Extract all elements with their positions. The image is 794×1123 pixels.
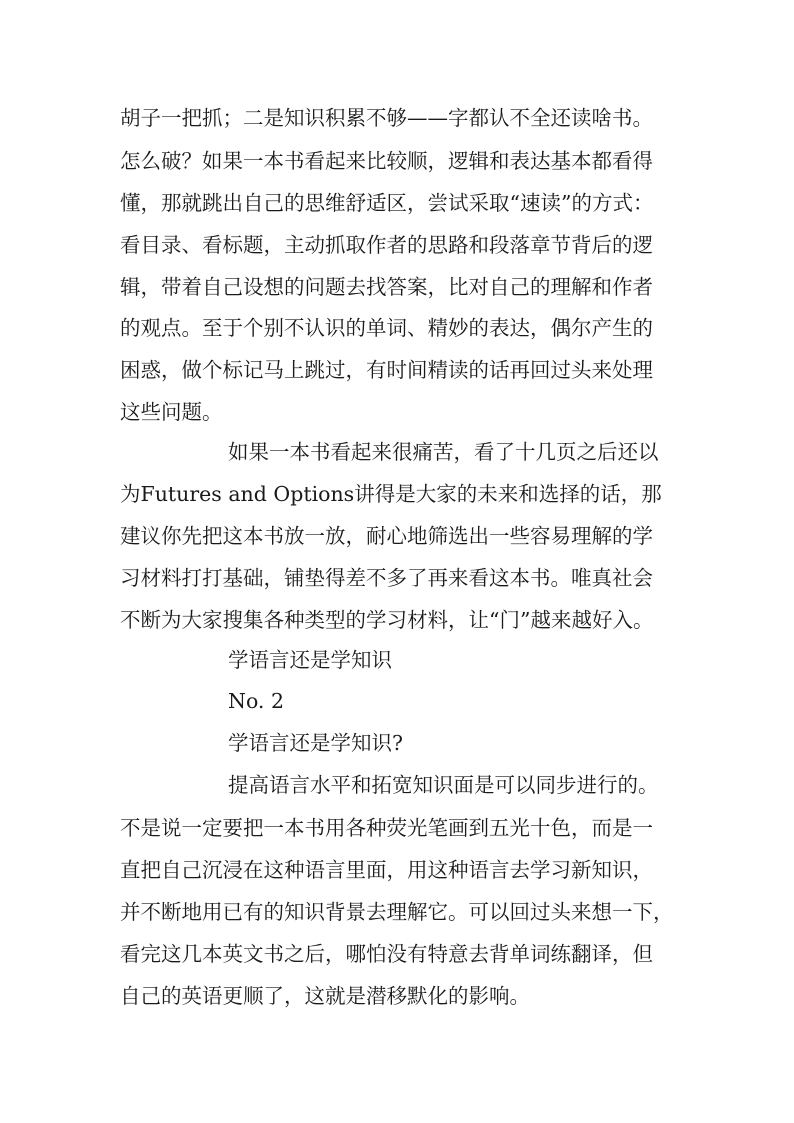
text-line: 的观点。至于个别不认识的单词、精妙的表达，偶尔产生的 <box>120 316 653 340</box>
text-line: 胡子一把抓；二是知识积累不够——字都认不全还读啥书。 <box>120 106 653 130</box>
text-line: 直把自己沉浸在这种语言里面，用这种语言去学习新知识， <box>120 858 653 882</box>
section-heading: 学语言还是学知识 <box>228 648 392 672</box>
text-line: 并不断地用已有的知识背景去理解它。可以回过头来想一下， <box>120 900 674 924</box>
text-line: 辑，带着自己设想的问题去找答案，比对自己的理解和作者 <box>120 275 653 299</box>
text-line: 困惑，做个标记马上跳过，有时间精读的话再回过头来处理 <box>120 358 653 382</box>
text-line: 为Futures and Options讲得是大家的未来和选择的话，那 <box>120 482 662 506</box>
paragraph-start-line: 提高语言水平和拓宽知识面是可以同步进行的。 <box>228 773 659 797</box>
section-title: 学语言还是学知识? <box>228 731 403 755</box>
text-line: 不断为大家搜集各种类型的学习材料，让“门”越来越好入。 <box>120 608 654 632</box>
text-line: 这些问题。 <box>120 400 223 424</box>
text-line: 习材料打打基础，铺垫得差不多了再来看这本书。唯真社会 <box>120 566 653 590</box>
text-line: 不是说一定要把一本书用各种荧光笔画到五光十色，而是一 <box>120 816 653 840</box>
text-line: 建议你先把这本书放一放，耐心地筛选出一些容易理解的学 <box>120 524 653 548</box>
paragraph-start-line: 如果一本书看起来很痛苦，看了十几页之后还以 <box>228 440 659 464</box>
section-number: No. 2 <box>228 689 284 713</box>
text-line: 看完这几本英文书之后，哪怕没有特意去背单词练翻译，但 <box>120 942 653 966</box>
text-line: 怎么破？如果一本书看起来比较顺，逻辑和表达基本都看得 <box>120 149 653 173</box>
text-line: 看目录、看标题，主动抓取作者的思路和段落章节背后的逻 <box>120 233 653 257</box>
text-line: 自己的英语更顺了，这就是潜移默化的影响。 <box>120 984 530 1008</box>
text-line: 懂，那就跳出自己的思维舒适区，尝试采取“速读”的方式： <box>120 191 654 215</box>
